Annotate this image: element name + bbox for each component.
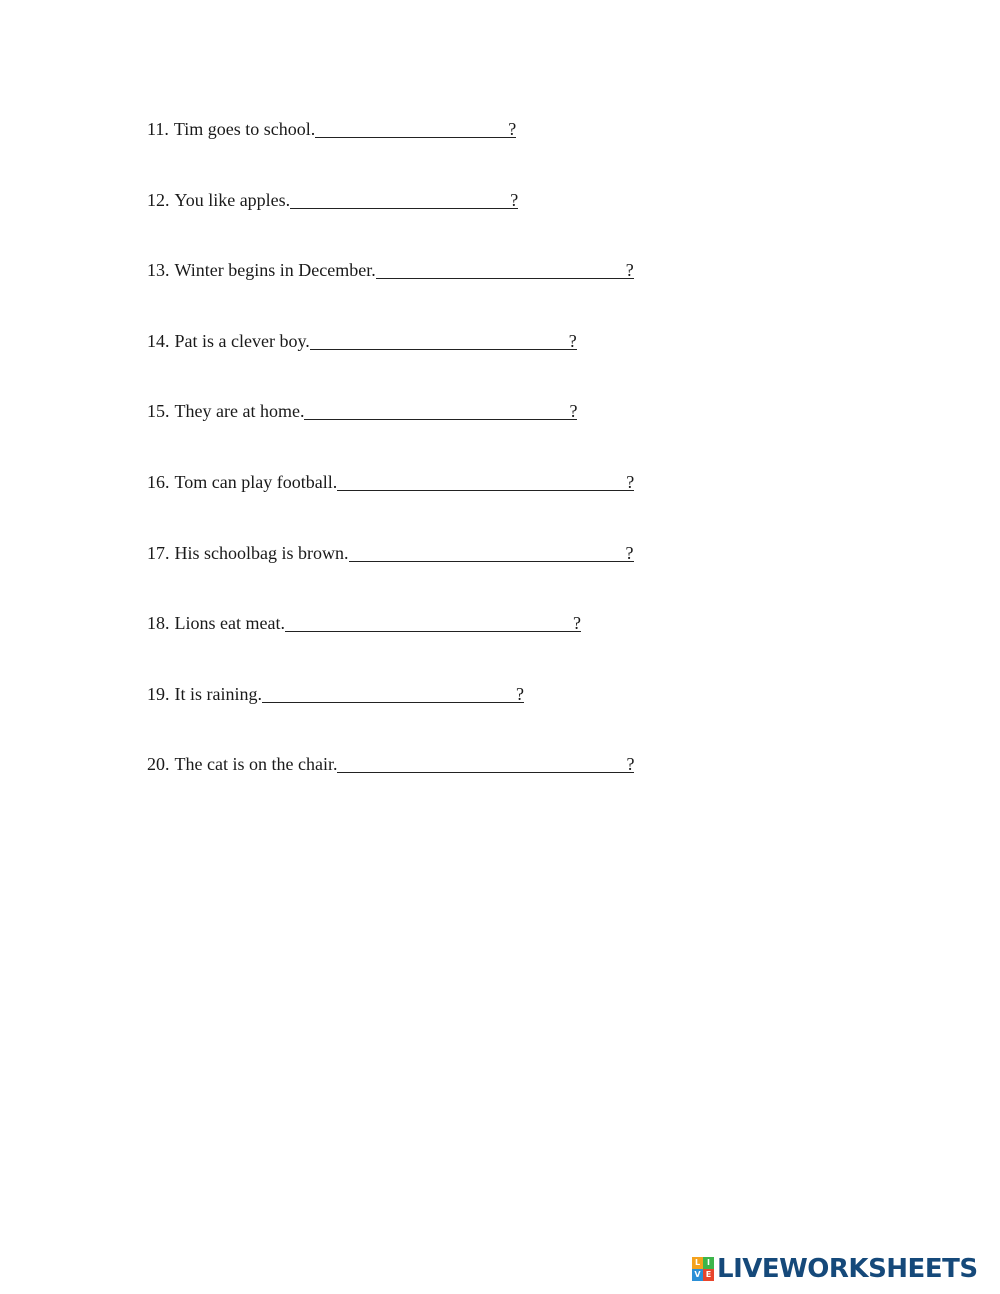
question-mark: ?: [569, 401, 578, 422]
question-12: [147, 187, 847, 258]
question-text: It is raining.: [174, 683, 262, 704]
question-mark: ?: [568, 330, 577, 351]
answer-blank[interactable]: [304, 398, 577, 420]
answer-blank[interactable]: [262, 681, 524, 703]
question-number: 18.: [147, 613, 170, 634]
question-number: 11.: [147, 119, 169, 139]
answer-blank[interactable]: [285, 610, 581, 632]
question-text: Tim goes to school.: [173, 119, 316, 139]
answer-blank[interactable]: [337, 469, 634, 491]
answer-blank[interactable]: [290, 187, 518, 209]
question-number: 19.: [147, 683, 170, 704]
logo-text: LIVEWORKSHEETS: [717, 1254, 978, 1284]
question-number: 17.: [147, 542, 170, 563]
question-text: The cat is on the chair.: [174, 754, 338, 775]
question-17: [147, 540, 847, 611]
worksheet-questions: [147, 116, 847, 822]
logo-mark-letter: I: [703, 1257, 714, 1269]
question-19: [147, 681, 847, 752]
question-14: [147, 328, 847, 399]
question-mark: ?: [626, 754, 635, 775]
question-text: His schoolbag is brown.: [174, 542, 349, 563]
answer-blank[interactable]: [315, 116, 516, 138]
question-number: 15.: [147, 401, 170, 422]
answer-blank[interactable]: [310, 328, 577, 350]
answer-blank[interactable]: [376, 257, 634, 279]
answer-blank[interactable]: [337, 751, 634, 773]
question-mark: ?: [510, 189, 519, 210]
question-15: [147, 398, 847, 469]
question-18: [147, 610, 847, 681]
question-mark: ?: [572, 613, 581, 634]
question-mark: ?: [516, 683, 524, 704]
question-mark: ?: [508, 119, 517, 139]
question-number: 13.: [147, 260, 170, 281]
question-text: Lions eat meat.: [174, 613, 285, 634]
logo-mark-letter: V: [692, 1269, 703, 1281]
logo-mark-letter: L: [692, 1257, 703, 1269]
liveworksheets-logo: [692, 1254, 978, 1284]
question-text: They are at home.: [174, 401, 305, 422]
question-16: [147, 469, 847, 540]
question-mark: ?: [625, 260, 634, 281]
question-13: [147, 257, 847, 328]
answer-blank[interactable]: [349, 540, 634, 562]
question-mark: ?: [626, 471, 635, 492]
question-number: 12.: [147, 189, 170, 210]
question-text: Tom can play football.: [174, 471, 338, 492]
question-text: Winter begins in December.: [174, 260, 376, 281]
question-number: 14.: [147, 330, 170, 351]
question-mark: ?: [625, 542, 634, 563]
question-20: [147, 751, 847, 822]
question-text: You like apples.: [174, 189, 291, 210]
logo-mark-letter: E: [703, 1269, 714, 1281]
question-number: 16.: [147, 471, 170, 492]
question-text: Pat is a clever boy.: [174, 330, 310, 351]
question-number: 20.: [147, 754, 170, 775]
question-11: [147, 116, 847, 187]
logo-mark-icon: [692, 1257, 714, 1281]
